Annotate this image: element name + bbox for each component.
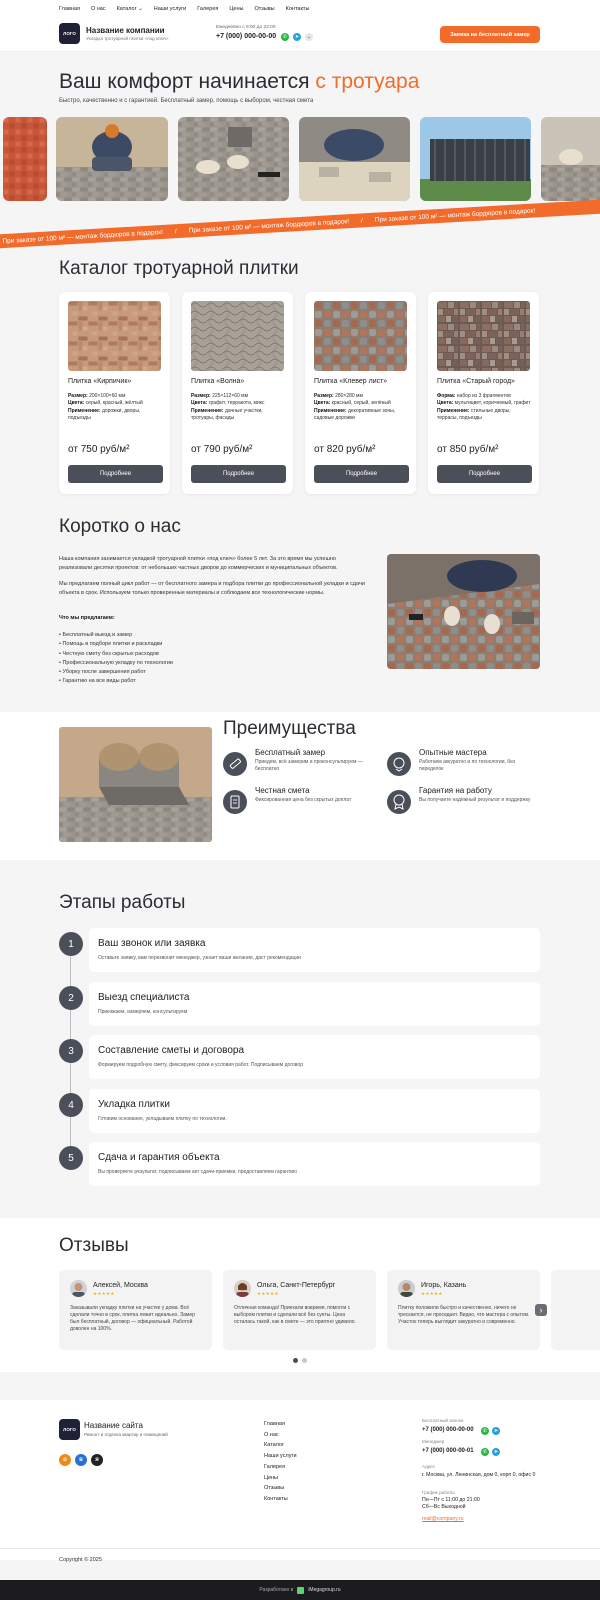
review-author: Ольга, Санкт-Петербург xyxy=(257,1282,336,1289)
email-link[interactable]: mail@company.ru xyxy=(422,1516,464,1522)
gallery-image xyxy=(56,117,168,201)
footer-logo[interactable]: ЛОГО xyxy=(59,1419,80,1440)
step-title: Сдача и гарантия объекта xyxy=(98,1152,220,1163)
step-number: 5 xyxy=(59,1146,83,1170)
footer-nav xyxy=(264,1419,297,1505)
telegram-icon[interactable]: ➤ xyxy=(493,1449,499,1455)
nav-services[interactable]: Наши услуги xyxy=(153,6,187,12)
nav-catalog[interactable] xyxy=(117,6,143,12)
step-title: Составление сметы и договора xyxy=(98,1045,245,1056)
product-price: от 820 руб/м² xyxy=(314,444,376,455)
developer-link[interactable]: iMegagroup.ru xyxy=(308,1587,341,1593)
advantage-desc: Работаем аккуратно и по технологии, без переделок xyxy=(419,759,516,772)
review-author: Алексей, Москва xyxy=(93,1282,148,1289)
step-card xyxy=(89,1089,540,1133)
details-button[interactable]: Подробнее xyxy=(68,465,163,483)
product-price: от 850 руб/м² xyxy=(437,444,499,455)
advantages-image xyxy=(59,727,212,842)
product-name: Плитка «Кирпичик» xyxy=(68,378,132,385)
warranty-icon xyxy=(387,790,411,814)
hero-title-accent: с тротуара xyxy=(315,70,420,93)
work-hours: Ежедневно с 9:00 до 22:00 xyxy=(216,25,276,30)
hero-title-main: Ваш комфорт начинается xyxy=(59,70,316,93)
catalog-title: Каталог тротуарной плитки xyxy=(59,258,299,279)
promo-text: При заказе от 100 м² — монтаж бордюров в подарок! xyxy=(2,228,164,245)
product-name: Плитка «Волна» xyxy=(191,378,245,385)
product-card xyxy=(305,292,416,494)
developer-label: Разработано в xyxy=(259,1587,294,1593)
logo[interactable]: ЛОГО xyxy=(59,23,80,44)
advantage-desc: Приедем, всё замерим и проконсультируем — бесплатно xyxy=(255,759,363,772)
avatar xyxy=(234,1280,251,1297)
about-paragraph: Наша компания занимается укладкой тротуарной плитки «под ключ» более 5 лет. За это время мы успешно реализовали десятки проектов: от небольших частных дворов до коммерческих и муниципальных объектов. xyxy=(59,556,338,571)
step-title: Выезд специалиста xyxy=(98,992,190,1003)
advantages-title: Преимущества xyxy=(223,718,356,739)
details-button[interactable]: Подробнее xyxy=(314,465,409,483)
gallery-image xyxy=(178,117,289,201)
developer-logo-icon xyxy=(297,1587,304,1594)
rating-stars: ★★★★★ xyxy=(93,1291,115,1296)
review-text: Отличная команда! Приехали вовремя, помогли с выбором плитки и сделали всё без суеты. Цена осталась такой, как в смете — это приятно удивило. xyxy=(234,1305,356,1326)
next-arrow-button[interactable] xyxy=(535,1304,547,1316)
developer-bar xyxy=(0,1580,600,1600)
list-item: • Помощь в подборе плитки и раскладки xyxy=(59,641,163,648)
schedule-weekend: Сб—Вс Выходной xyxy=(422,1504,466,1510)
chevron-down-icon[interactable]: ⌄ xyxy=(306,34,312,40)
nav-reviews[interactable]: Отзывы xyxy=(254,6,275,12)
product-price: от 750 руб/м² xyxy=(68,444,130,455)
ok-icon[interactable]: о xyxy=(59,1454,71,1466)
schedule-label: График работы xyxy=(422,1490,455,1495)
hero-title xyxy=(59,70,419,94)
chevron-down-icon: ⌄ xyxy=(138,6,143,12)
yandex-icon[interactable]: я xyxy=(91,1454,103,1466)
whatsapp-icon[interactable]: ✆ xyxy=(482,1449,488,1455)
list-item: • Честную смету без скрытых расходов xyxy=(59,650,159,657)
product-price: от 790 руб/м² xyxy=(191,444,253,455)
nav-home[interactable]: Главная xyxy=(59,6,80,12)
product-card xyxy=(428,292,539,494)
top-nav xyxy=(0,0,600,18)
step-title: Ваш звонок или заявка xyxy=(98,938,206,949)
address: г. Москва, ул. Ленинская, дом 0, корп 0, офис 0 xyxy=(422,1472,536,1478)
telegram-icon[interactable]: ➤ xyxy=(294,34,300,40)
step-desc: Оставьте заявку, вам перезвонит менеджер, узнает ваши желания, даст рекомендации xyxy=(98,955,301,961)
company-name: Название компании xyxy=(86,26,165,35)
rating-stars: ★★★★★ xyxy=(257,1291,279,1296)
hero-subtitle: Быстро, качественно и с гарантией. Бесплатный замер, помощь с выбором, честная смета xyxy=(59,98,314,104)
step-number: 4 xyxy=(59,1093,83,1117)
address-label: Адрес xyxy=(422,1464,436,1469)
list-item: • Профессиональную укладку по технологии xyxy=(59,659,173,666)
product-name: Плитка «Клевер лист» xyxy=(314,378,388,385)
details-button[interactable]: Подробнее xyxy=(191,465,286,483)
step-number: 3 xyxy=(59,1039,83,1063)
estimate-icon xyxy=(223,790,247,814)
step-card xyxy=(89,1035,540,1079)
step-number: 2 xyxy=(59,986,83,1010)
call-phone[interactable]: +7 (000) 000-00-00 xyxy=(422,1427,474,1433)
footer-nav-link[interactable]: Цены xyxy=(264,1474,279,1481)
step-card xyxy=(89,928,540,972)
chevron-right-icon: › xyxy=(539,1305,543,1315)
header xyxy=(0,18,600,52)
advantages-section xyxy=(0,712,600,860)
footer-site-name: Название сайта xyxy=(84,1421,143,1430)
step-desc: Приезжаем, измеряем, консультируем xyxy=(98,1009,188,1015)
whatsapp-icon[interactable]: ✆ xyxy=(282,34,288,40)
list-item: • Бесплатный выезд и замер xyxy=(59,632,133,638)
product-specs: Размер: 225×112×60 мм Цвета: графит, терракота, микс Применение: дачные участки, тротуары, фасады xyxy=(191,393,265,421)
step-number: 1 xyxy=(59,932,83,956)
review-author: Игорь, Казань xyxy=(421,1282,467,1289)
list-item: • Гарантию на все виды работ xyxy=(59,678,136,685)
gallery-image xyxy=(420,117,531,201)
footer-divider xyxy=(0,1548,600,1549)
nav-about[interactable]: О нас xyxy=(90,6,106,12)
footer-site-sub: Ремонт и отделка квартир и помещений xyxy=(84,1432,168,1437)
step-card xyxy=(89,1142,540,1186)
schedule-weekdays: Пн—Пт с 11:00 до 21:00 xyxy=(422,1497,480,1503)
advantage-title: Опытные мастера xyxy=(419,748,487,757)
avatar xyxy=(70,1280,87,1297)
promo-text: При заказе от 100 м² — монтаж бордюров в подарок! xyxy=(374,206,536,224)
list-item: • Уборку после завершения работ xyxy=(59,669,146,676)
step-desc: Готовим основание, укладываем плитку по технологии. xyxy=(98,1116,227,1122)
worker-icon xyxy=(387,752,411,776)
advantage-desc: Вы получаете надёжный результат и поддержку xyxy=(419,797,531,803)
about-image xyxy=(387,554,540,669)
promo-ribbon xyxy=(0,199,600,249)
footer-nav-link[interactable]: О нас xyxy=(264,1431,279,1438)
review-card xyxy=(551,1270,600,1350)
advantage-title: Бесплатный замер xyxy=(255,748,326,757)
step-card xyxy=(89,982,540,1026)
steps-title: Этапы работы xyxy=(59,892,186,913)
manager-label: Менеджер xyxy=(422,1439,445,1444)
offer-list xyxy=(59,631,173,687)
carousel-dot[interactable] xyxy=(302,1358,307,1363)
vk-icon[interactable]: в xyxy=(75,1454,87,1466)
advantage-desc: Фиксированная цена без скрытых доплат xyxy=(255,797,352,803)
footer-nav-link[interactable]: Контакты xyxy=(264,1495,288,1502)
review-card xyxy=(223,1270,376,1350)
product-name: Плитка «Старый город» xyxy=(437,378,515,385)
nav-catalog-label: Каталог xyxy=(116,6,137,12)
advantage-title: Гарантия на работу xyxy=(419,786,492,795)
promo-separator: / xyxy=(360,216,364,224)
product-card xyxy=(182,292,293,494)
review-card xyxy=(387,1270,540,1350)
product-specs: Размер: 280×280 мм Цвета: красный, серый, зелёный Применение: декоративные зоны, садовые дорожки xyxy=(314,393,396,421)
offer-title: Что мы предлагаем: xyxy=(59,615,115,621)
advantage-title: Честная смета xyxy=(255,786,310,795)
footer-nav-link[interactable]: Главная xyxy=(264,1421,285,1427)
product-specs: Размер: 200×100×60 мм Цвета: серый, красный, жёлтый Применение: дорожки, дворы, подъезды xyxy=(68,393,143,421)
avatar xyxy=(398,1280,415,1297)
product-card xyxy=(59,292,170,494)
step-desc: Формируем подробную смету, фиксируем сроки и условия работ. Подписываем договор xyxy=(98,1062,303,1068)
footer-nav-link[interactable]: Наши услуги xyxy=(264,1453,297,1460)
product-image xyxy=(191,301,284,371)
promo-separator: / xyxy=(174,227,177,235)
nav-contacts[interactable]: Контакты xyxy=(285,6,310,12)
promo-text: При заказе от 100 м² — монтаж бордюров в подарок! xyxy=(188,217,350,234)
product-image xyxy=(437,301,530,371)
step-title: Укладка плитки xyxy=(98,1099,170,1110)
details-button[interactable]: Подробнее xyxy=(437,465,532,483)
rating-stars: ★★★★★ xyxy=(421,1291,443,1296)
nav-gallery[interactable]: Галерея xyxy=(197,6,219,12)
whatsapp-icon[interactable]: ✆ xyxy=(482,1428,488,1434)
step-desc: Вы проверяете результат, подписываем акт сдачи-приемки, предоставляем гарантию xyxy=(98,1169,297,1175)
header-phone[interactable]: +7 (000) 000-00-00 xyxy=(216,33,277,40)
product-specs: Форма: набор из 3 фрагментов Цвета: мультицвет, коричневый, графит Применение: стильные дворы, террасы, подъезды xyxy=(437,393,531,421)
footer-nav-link[interactable]: Галерея xyxy=(264,1463,286,1470)
nav-prices[interactable]: Цены xyxy=(229,6,244,12)
gallery-image xyxy=(3,117,47,201)
about-title: Коротко о нас xyxy=(59,516,181,537)
company-subtitle: Укладка тротуарной плитки «под ключ» xyxy=(86,36,169,41)
review-card xyxy=(59,1270,212,1350)
reviews-title: Отзывы xyxy=(59,1235,129,1256)
footer-nav-link[interactable]: Каталог xyxy=(264,1442,284,1449)
manager-phone[interactable]: +7 (000) 000-00-01 xyxy=(422,1448,474,1454)
about-paragraph: Мы предлагаем полный цикл работ — от бесплатного замера и подбора плитки до профессиональной укладки и сдачи объекта в срок. Используем только проверенные материалы и соблюдаем все технологические нормы. xyxy=(59,581,365,596)
review-text: Плитку положили быстро и качественно, ничего не трескается, не проседает. Видно, что мастера с опытом. Участок теперь выглядит аккуратно и современно. xyxy=(398,1305,530,1326)
ruler-icon xyxy=(223,752,247,776)
copyright: Copyright © 2025 xyxy=(59,1557,102,1563)
telegram-icon[interactable]: ➤ xyxy=(493,1428,499,1434)
free-measure-button[interactable]: Заявка на бесплатный замер xyxy=(440,26,540,43)
carousel-dot-active[interactable] xyxy=(293,1358,298,1363)
call-label: Бесплатный звонок xyxy=(422,1418,464,1423)
product-image xyxy=(314,301,407,371)
footer-nav-link[interactable]: Отзывы xyxy=(264,1485,285,1492)
product-image xyxy=(68,301,161,371)
review-text: Заказывали укладку плитки на участке у дома. Всё сделали точно в срок, плитка лежит идеально. Замер был бесплатный, договор — официальный. Работой доволен на 100%. xyxy=(70,1305,195,1333)
gallery-image xyxy=(299,117,410,201)
gallery-image xyxy=(541,117,600,201)
